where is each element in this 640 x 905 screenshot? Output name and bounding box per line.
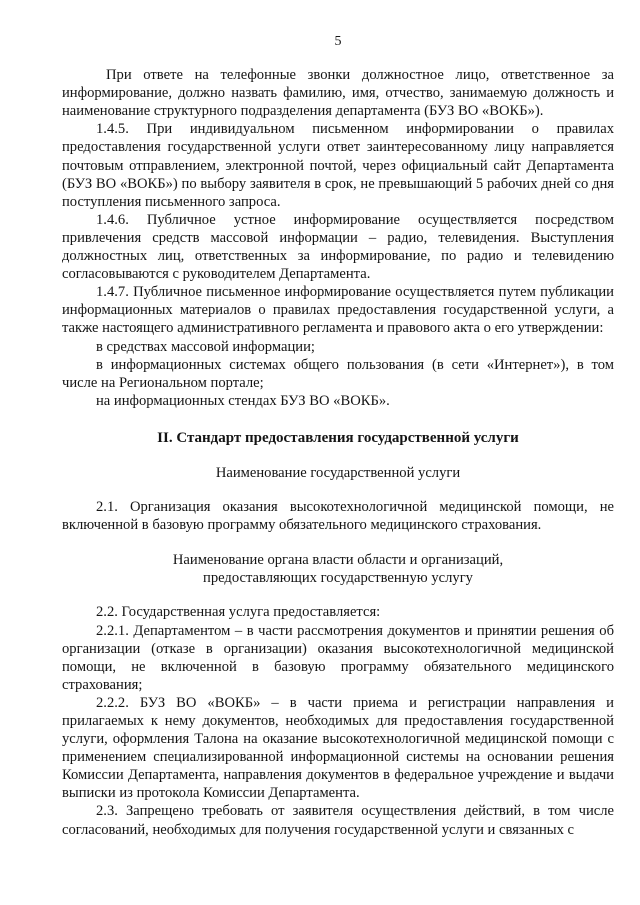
paragraph-2-2: 2.2. Государственная услуга предоставляется: — [96, 604, 381, 621]
list-item-mass-media: в средствах массовой информации; — [96, 338, 315, 355]
paragraph-2-2-2: 2.2.2. БУЗ ВО «ВОКБ» – в части приема и регистрации направления и прилагаемых к нему документов, необходимых для предоставления государственной услуги, оформления Талона на оказание высокотехнологичной медицинской помощи с применением специализированной информационной системы на основании решения Комиссии Департамента, направления документов в федеральное учреждение и выдачи выписки из протокола Комиссии Департамента. — [62, 694, 614, 802]
list-item-info-stands: на информационных стендах БУЗ ВО «ВОКБ». — [96, 392, 390, 409]
paragraph-2-3: 2.3. Запрещено требовать от заявителя осуществления действий, в том числе согласований, необходимых для получения государственной услуги и связанных с — [62, 803, 614, 838]
section-title: II. Стандарт предоставления государственной услуги — [157, 429, 519, 446]
paragraph-1-4-5: 1.4.5. При индивидуальном письменном информировании о правилах предоставления государственной услуги ответ заинтересованному лицу направляется почтовым отправлением, электронной почтой, через официальный сайт Департамента (БУЗ ВО «ВОКБ») по выбору заявителя в срок, не превышающий 5 рабочих дней со дня поступления письменного запроса. — [62, 121, 614, 210]
page-number: 5 — [334, 34, 342, 49]
subheading-authority-line2: предоставляющих государственную услугу — [203, 570, 473, 587]
subheading-service-name: Наименование государственной услуги — [215, 464, 461, 481]
paragraph-2-1: 2.1. Организация оказания высокотехнологичной медицинской помощи, не включенной в базовую программу обязательного медицинского страхования. — [62, 499, 614, 534]
paragraph-1-4-6: 1.4.6. Публичное устное информирование осуществляется посредством привлечения средств массовой информации – радио, телевидения. Выступления должностных лиц, ответственных за информирование, по радио и телевидению согласовываются с руководителем Департамента. — [62, 211, 614, 283]
paragraph-2-2-1: 2.2.1. Департаментом – в части рассмотрения документов и принятии решения об организации (отказе в организации) оказания высокотехнологичной медицинской помощи, не включенной в базовую программу обязательного медицинского страхования; — [62, 622, 614, 693]
subheading-authority — [62, 551, 614, 587]
list-item-internet: в информационных системах общего пользования (в сети «Интернет»), в том числе на Региональном портале; — [62, 356, 614, 391]
paragraph-1-4-7: 1.4.7. Публичное письменное информирование осуществляется путем публикации информационных материалов о правилах предоставления государственной услуги, а также настоящего административного регламента и правового акта о его утверждении: — [62, 284, 614, 337]
paragraph-phone-answer: При ответе на телефонные звонки должностное лицо, ответственное за информирование, должно назвать фамилию, имя, отчество, занимаемую должность и наименование структурного подразделения департамента (БУЗ ВО «ВОКБ»). — [62, 67, 614, 120]
subheading-authority-line1: Наименование органа власти области и организаций, — [172, 552, 504, 569]
